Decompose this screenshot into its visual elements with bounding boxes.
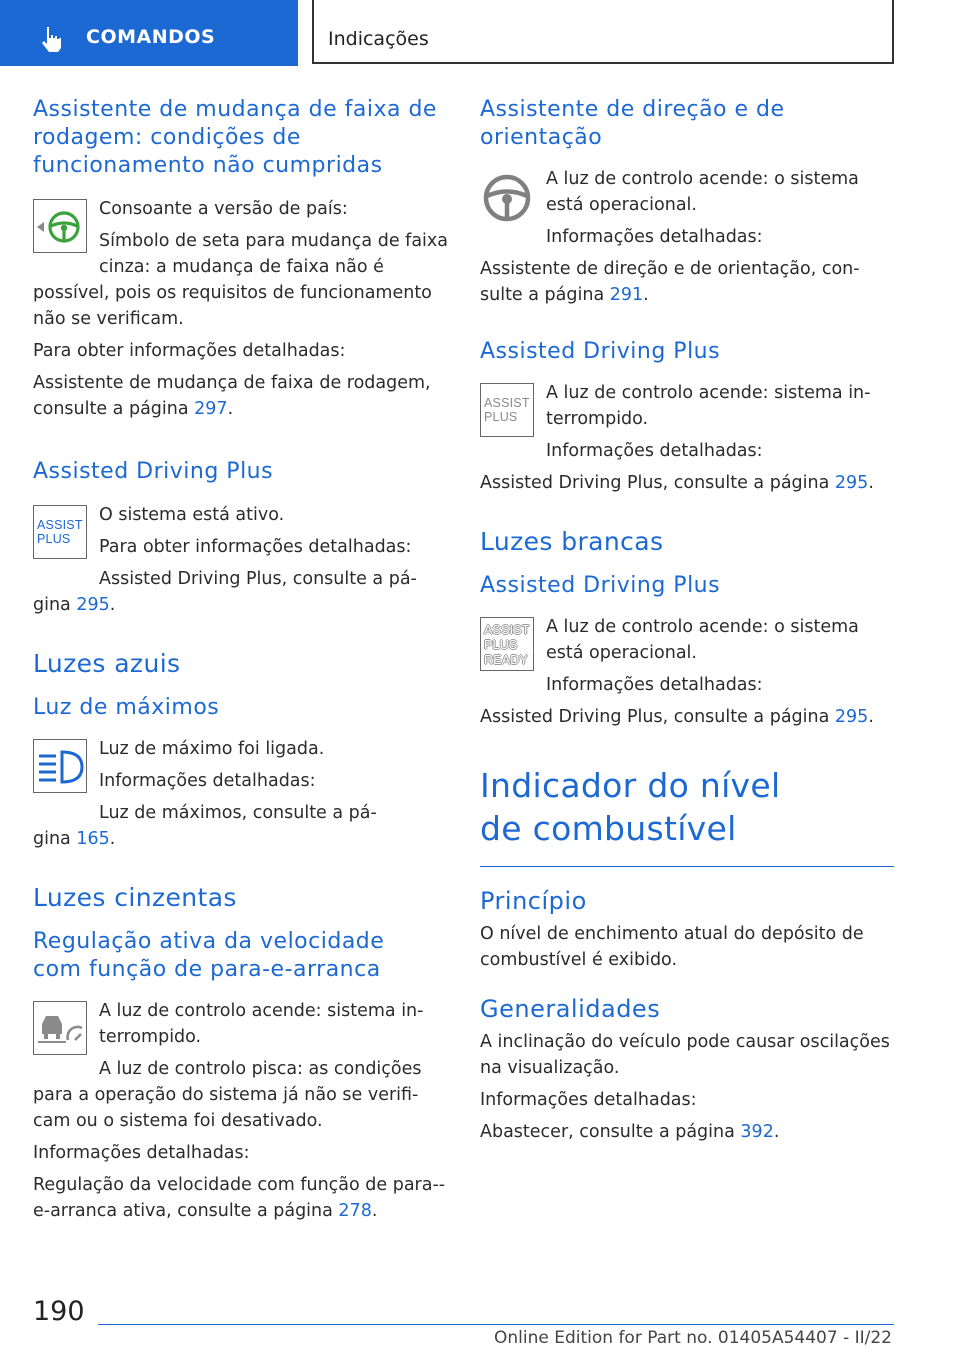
lane-change-steering-wheel-icon	[33, 199, 87, 253]
assist-plus-icon-text: ASSIST PLUS	[37, 518, 83, 546]
high-beam-block	[33, 736, 448, 826]
adp-page-link[interactable]: 295	[834, 473, 869, 493]
right-column	[480, 96, 896, 1145]
steering-ref-text: Assistente de direção e de orientação, con-sulte a página	[480, 259, 860, 305]
assisted-driving-info: Para obter informações detalhadas:	[99, 537, 412, 557]
fuel-ref-text: Abastecer, consulte a página	[480, 1122, 741, 1142]
white-lights-heading: Luzes brancas	[480, 527, 664, 556]
footer-rule	[98, 1324, 894, 1325]
steering-wheel-icon	[480, 169, 534, 223]
cruise-ref-text: Regulação da velocidade com função de para--e-arranca ativa, consulte a página	[33, 1175, 446, 1221]
lane-change-block	[33, 196, 448, 280]
fuel-page-link[interactable]: 392	[740, 1122, 774, 1142]
page-tab-label: Indicações	[328, 28, 429, 50]
assisted-driving-line1: O sistema está ativo.	[99, 505, 285, 525]
adp-ref-end: .	[868, 473, 874, 493]
lane-change-page-link[interactable]: 297	[194, 399, 228, 419]
assist-plus-grey-icon	[480, 383, 534, 437]
cruise-line1-a: A luz de controlo acende: sistema in-	[99, 1001, 424, 1021]
cruise-page-link[interactable]: 278	[338, 1201, 372, 1221]
blue-lights-heading: Luzes azuis	[33, 649, 181, 678]
high-beam-heading: Luz de máximos	[33, 695, 220, 720]
high-beam-info: Informações detalhadas:	[99, 771, 316, 791]
fuel-info: Informações detalhadas:	[480, 1090, 697, 1110]
cruise-control-block	[33, 998, 448, 1082]
steering-heading: Assistente de direção e de orientação	[480, 97, 785, 150]
cruise-line2-a: A luz de controlo pisca: as condições	[99, 1059, 422, 1079]
assist-plus-ready-icon	[480, 617, 534, 671]
assisted-driving-interrupted-heading: Assisted Driving Plus	[480, 339, 721, 364]
adp-ref-text: Assisted Driving Plus, consulte a página	[480, 473, 835, 493]
assisted-driving-ref-b-text: gina	[33, 595, 77, 615]
lane-change-ref-text: Assistente de mudança de faixa de rodagem, consulte a página	[33, 373, 431, 419]
steering-block	[480, 166, 896, 250]
steering-ref-end: .	[643, 285, 649, 305]
lane-change-line1: Consoante a versão de país:	[99, 199, 348, 219]
high-beam-ref-b-text: gina	[33, 829, 77, 849]
fuel-ref	[480, 1119, 896, 1145]
lane-change-ref-end: .	[227, 399, 234, 419]
page-number: 190	[33, 1296, 85, 1327]
assisted-driving-interrupted-block	[480, 380, 896, 464]
ready-info: Informações detalhadas:	[546, 675, 763, 695]
steering-info: Informações detalhadas:	[546, 227, 763, 247]
high-beam-ref-end: .	[109, 829, 116, 849]
adp-line1-b: terrompido.	[546, 409, 649, 429]
principle-heading: Princípio	[480, 887, 587, 915]
section-tab[interactable]	[0, 0, 298, 66]
cruise-info: Informações detalhadas:	[33, 1143, 250, 1163]
hand-pointer-icon	[38, 26, 68, 54]
page-header	[0, 0, 960, 66]
high-beam-page-link[interactable]: 165	[76, 829, 110, 849]
assisted-driving-ready-block	[480, 614, 896, 698]
assisted-driving-ref-a: Assisted Driving Plus, consulte a pá-	[99, 569, 417, 589]
adp-info: Informações detalhadas:	[546, 441, 763, 461]
steering-page-link[interactable]: 291	[609, 285, 644, 305]
assist-plus-ready-icon-text: ASSIST PLUS READY	[484, 623, 530, 667]
cruise-ref-end: .	[371, 1201, 378, 1221]
section-tab-label: COMANDOS	[86, 26, 216, 48]
lane-change-info: Para obter informações detalhadas:	[33, 341, 346, 361]
steering-ref	[480, 256, 896, 308]
high-beam-ref-a: Luz de máximos, consulte a pá-	[99, 803, 377, 823]
ready-ref	[480, 704, 896, 730]
lane-change-heading: Assistente de mudança de faixa de rodagem: condições de funcionamento não cumpridas	[33, 97, 437, 178]
high-beam-line1: Luz de máximo foi ligada.	[99, 739, 325, 759]
ready-line1: A luz de controlo acende: o sistema está operacional.	[546, 617, 859, 663]
assist-plus-grey-icon-text: ASSIST PLUS	[484, 396, 530, 424]
assisted-driving-ref-end: .	[109, 595, 116, 615]
cruise-control-heading: Regulação ativa da velocidade com função de para-e-arranca	[33, 929, 385, 982]
fuel-ref-end: .	[773, 1122, 780, 1142]
cruise-line2-b: para a operação do sistema já não se verifi-cam ou o sistema foi desativado.	[33, 1085, 419, 1131]
cruise-line1-b: terrompido.	[99, 1027, 202, 1047]
active-cruise-control-icon	[33, 1001, 87, 1055]
lane-change-ref	[33, 370, 448, 422]
assisted-driving-ref-b	[33, 592, 448, 618]
high-beam-icon	[33, 739, 87, 793]
assisted-driving-heading: Assisted Driving Plus	[33, 459, 274, 484]
grey-lights-heading: Luzes cinzentas	[33, 883, 237, 912]
ready-page-link[interactable]: 295	[834, 707, 869, 727]
lane-change-line2-b: possível, pois os requisitos de funcionamento não se verificam.	[33, 283, 432, 329]
cruise-ref	[33, 1172, 448, 1224]
principle-text: O nível de enchimento atual do depósito de combustível é exibido.	[480, 924, 864, 970]
fuel-gauge-heading: Indicador do nível de combustível	[480, 766, 781, 848]
left-column	[33, 96, 448, 1224]
edition-text: Online Edition for Part no. 01405A54407 - II/22	[493, 1328, 892, 1348]
lane-change-line2-a: Símbolo de seta para mudança de faixa cinza: a mudança de faixa não é	[99, 231, 448, 277]
general-heading: Generalidades	[480, 995, 661, 1023]
general-text: A inclinação do veículo pode causar oscilações na visualização.	[480, 1032, 890, 1078]
high-beam-ref-b	[33, 826, 448, 852]
assisted-driving-block	[33, 502, 448, 592]
ready-ref-end: .	[868, 707, 874, 727]
steering-line1: A luz de controlo acende: o sistema está operacional.	[546, 169, 859, 215]
adp-line1-a: A luz de controlo acende: sistema in-	[546, 383, 871, 403]
assisted-driving-ready-heading: Assisted Driving Plus	[480, 573, 721, 598]
adp-ref	[480, 470, 896, 496]
assisted-driving-page-link[interactable]: 295	[76, 595, 110, 615]
page-tab[interactable]	[312, 0, 894, 64]
assist-plus-icon	[33, 505, 87, 559]
ready-ref-text: Assisted Driving Plus, consulte a página	[480, 707, 835, 727]
